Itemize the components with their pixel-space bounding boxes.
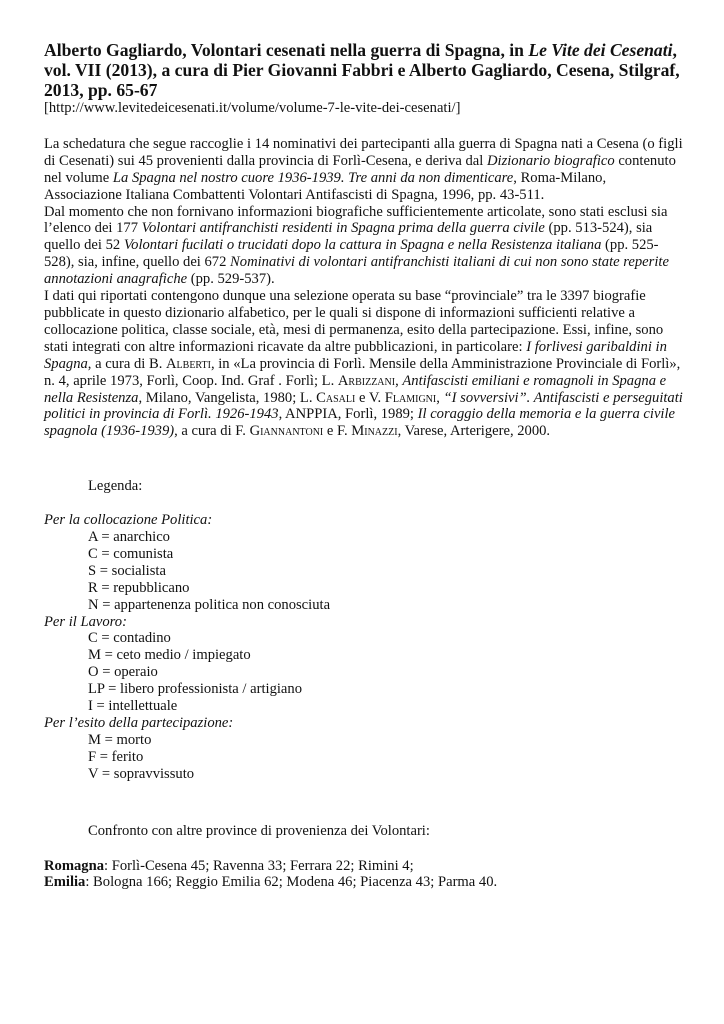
document-page <box>44 40 684 891</box>
text-run: , a cura di B. <box>87 355 166 372</box>
italic-run: Nominativi di volontari antifranchisti italiani di cui non sono state reperite annotazioni anagrafiche <box>44 254 669 288</box>
italic-run: “I sovversivi”. Antifascisti e perseguitati politici in provincia di Forlì. 1926-1943 <box>44 389 683 423</box>
document-title <box>44 40 684 100</box>
legend-item: M = ceto medio / impiegato <box>88 647 251 664</box>
region-label: Romagna <box>44 857 104 874</box>
text-run: La schedatura che segue raccoglie i 14 nominativi dei partecipanti alla guerra di Spagna nati a Cesena (o figli di Cesenati) sui 45 provenienti dalla provincia di Forlì-Cesena, e deriva dal <box>44 135 683 169</box>
text-run: Dal momento che non fornivano informazioni biografiche sufficientemente articolate, sono stati esclusi sia l’elenco dei 177 <box>44 203 668 237</box>
text-run: , a cura di F. <box>174 423 250 440</box>
intro-paragraph-1 <box>44 136 684 204</box>
legend-politica <box>44 512 684 613</box>
region-romagna <box>44 858 684 875</box>
italic-run: Dizionario biografico <box>486 152 615 169</box>
legend-category-label: Per la collocazione Politica: <box>44 512 213 529</box>
italic-run: La Spagna nel nostro cuore 1936-1939. Tre anni da non dimenticare <box>112 169 514 186</box>
author-name: Flamigni <box>384 389 437 406</box>
italic-run: Antifascisti emiliani e romagnoli in Spagna e nella Resistenza <box>44 372 667 406</box>
legend-item: F = ferito <box>88 748 144 765</box>
italic-run: I forlivesi garibaldini in Spagna <box>44 338 667 372</box>
region-values: : Bologna 166; Reggio Emilia 62; Modena 46; Piacenza 43; Parma 40. <box>85 874 498 891</box>
legend-category-label: Per il Lavoro: <box>44 613 127 630</box>
text-run: (pp. 513-524), sia quello dei 52 <box>44 220 653 254</box>
intro-paragraph-3 <box>44 288 684 440</box>
legend-category-label: Per l’esito della partecipazione: <box>44 715 234 731</box>
legend-item: V = sopravvissuto <box>88 765 195 782</box>
text-run: , Roma-Milano, Associazione Italiana Combattenti Volontari Antifascisti di Spagna, 1996, pp. 43-511. <box>44 169 607 203</box>
legend-heading: Legenda: <box>88 478 143 495</box>
text-run: , Milano, Vangelista, 1980; L. <box>138 389 317 406</box>
text-run: I dati qui riportati contengono dunque una selezione operata su base “provinciale” tra le 3397 biografie pubblicate in questo dizionario alfabetico, per le quali si dispone di informazioni sufficienti relative a collocazione politica, classe sociale, età, mesi di permanenza, esito della partecipazione. Essi, infine, sono stati integrati con altre informazioni ricavate da altre pubblicazioni, in particolare: <box>44 288 664 355</box>
author-name: Alberti <box>166 355 211 372</box>
legend-item: N = appartenenza politica non conosciuta <box>88 596 331 613</box>
legend-item: LP = libero professionista / artigiano <box>88 681 302 698</box>
italic-run: Volontari antifranchisti residenti in Spagna prima della guerra civile <box>141 220 545 237</box>
title-prefix: Alberto Gagliardo, Volontari cesenati nella guerra di Spagna, in <box>44 40 529 60</box>
legend-item: I = intellettuale <box>88 698 178 715</box>
text-run: e F. <box>323 423 352 440</box>
legend-item: S = socialista <box>88 562 166 579</box>
legend-lavoro <box>44 614 684 715</box>
region-values: : Forlì-Cesena 45; Ravenna 33; Ferrara 22; Rimini 4; <box>104 857 414 874</box>
intro-paragraph-2 <box>44 204 684 289</box>
legend-item: M = morto <box>88 731 152 748</box>
text-run: (pp. 529-537). <box>187 271 275 288</box>
italic-run: Volontari fucilati o trucidati dopo la cattura in Spagna e nella Resistenza italiana <box>123 237 602 254</box>
legend-item: C = contadino <box>88 630 171 647</box>
text-run: , <box>395 372 403 389</box>
author-name: Arbizzani <box>337 372 396 389</box>
text-run: (pp. 525-528), sia, infine, quello dei 672 <box>44 237 659 271</box>
text-run: contenuto nel volume <box>44 152 676 186</box>
text-run: , in «La provincia di Forlì. Mensile della Amministrazione Provinciale di Forlì», n. 4, aprile 1973, Forlì, Coop. Ind. Graf . Forlì; L. <box>44 355 681 389</box>
region-label: Emilia <box>44 874 86 891</box>
italic-run: Il coraggio della memoria e la guerra civile spagnola (1936-1939) <box>44 406 676 440</box>
text-run: , ANPPIA, Forlì, 1989; <box>278 406 418 423</box>
author-name: Casali <box>316 389 356 406</box>
legend-item: O = operaio <box>88 664 158 681</box>
source-url: [http://www.levitedeicesenati.it/volume/volume-7-le-vite-dei-cesenati/] <box>44 100 461 116</box>
legend-esito <box>44 715 684 783</box>
title-italic: Le Vite dei Cesenati <box>528 40 673 60</box>
title-suffix: , vol. VII (2013), a cura di Pier Giovanni Fabbri e Alberto Gagliardo, Cesena, Stilgraf, 2013, pp. 65-67 <box>44 40 680 100</box>
legend-item: A = anarchico <box>88 529 170 546</box>
author-name: Minazzi <box>351 423 398 440</box>
text-run: , Varese, Arterigere, 2000. <box>397 423 551 440</box>
legend-item: C = comunista <box>88 545 174 562</box>
text-run: e V. <box>355 389 385 406</box>
region-emilia <box>44 874 684 891</box>
confronto-heading: Confronto con altre province di provenienza dei Volontari: <box>88 822 430 839</box>
author-name: Giannantoni <box>249 423 324 440</box>
legend-item: R = repubblicano <box>88 579 190 596</box>
text-run: , <box>436 389 444 406</box>
